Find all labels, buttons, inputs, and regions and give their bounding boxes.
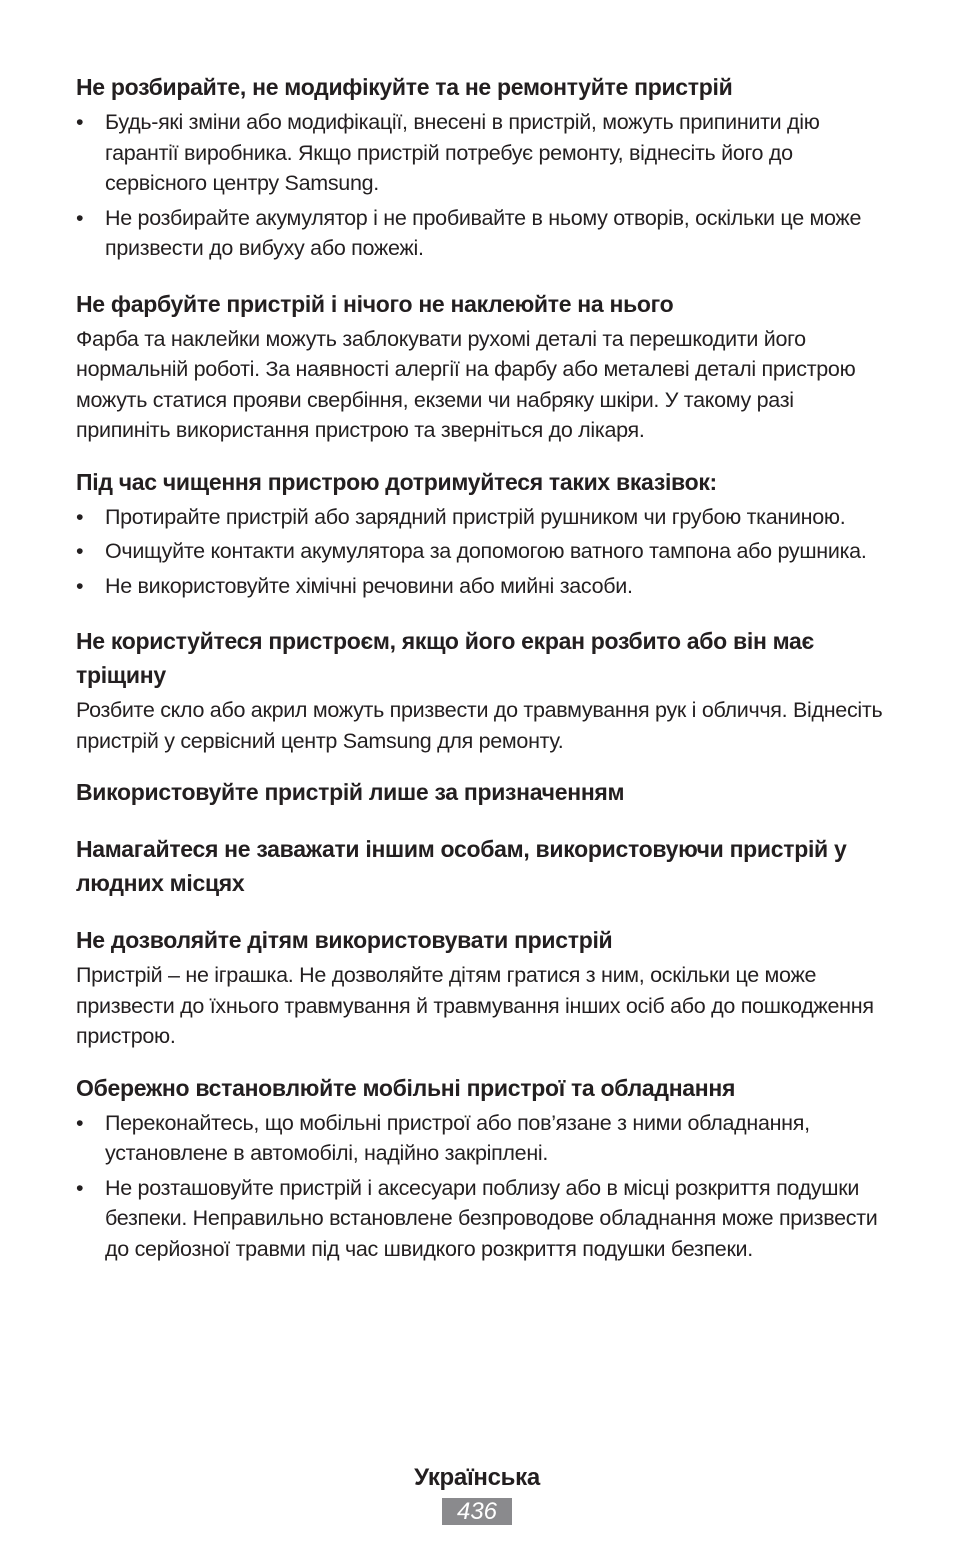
section-cleaning: [76, 465, 886, 602]
section-no-disassemble: [76, 70, 886, 264]
bullet-glyph: •: [76, 1110, 84, 1135]
bullet-item: [76, 536, 886, 567]
section-heading: Намагайтеся не заважати іншим особам, використовуючи пристрій у людних місцях: [76, 836, 847, 896]
bullet-item: [76, 1108, 886, 1169]
bullet-glyph: •: [76, 539, 84, 563]
bullet-text: Не розташовуйте пристрій і аксесуари поблизу або в місці розкриття подушки безпеки. Неправильно встановлене безпроводове обладнання може призвести до серйозної травми під час швидкого розкриття подушки безпеки.: [105, 1175, 878, 1261]
bullet-text: Не використовуйте хімічні речовини або мийні засоби.: [105, 573, 633, 598]
bullet-item: [76, 571, 886, 602]
section-heading: Під час чищення пристрою дотримуйтеся таких вказівок:: [76, 468, 717, 495]
section-children: [76, 923, 886, 1052]
bullet-glyph: •: [76, 110, 84, 134]
page-number: 436: [442, 1498, 512, 1525]
section-broken-screen: [76, 624, 886, 756]
bullet-list: [76, 502, 886, 602]
bullet-list: [76, 107, 886, 264]
bullet-text: Очищуйте контакти акумулятора за допомогою ватного тампона або рушника.: [105, 539, 867, 563]
section-heading: Не користуйтеся пристроєм, якщо його екран розбито або він має тріщину: [76, 628, 814, 688]
page-footer: [0, 1462, 954, 1525]
section-intended-use: [76, 775, 886, 809]
bullet-text: Будь-які зміни або модифікації, внесені в пристрій, можуть припинити дію гарантії виробника. Якщо пристрій потребує ремонту, віднесіть його до сервісного центру Samsung.: [105, 110, 820, 195]
bullet-item: [76, 1173, 886, 1265]
section-body: Фарба та наклейки можуть заблокувати рухомі деталі та перешкодити його нормальній роботі. За наявності алергії на фарбу або металеві деталі пристрою можуть статися прояви свербіння, екземи чи набряку шкіри. У такому разі припиніть використання пристрою та зверніться до лікаря.: [76, 326, 856, 442]
bullet-item: [76, 107, 886, 199]
section-heading: Обережно встановлюйте мобільні пристрої та обладнання: [76, 1074, 736, 1101]
bullet-text: Протирайте пристрій або зарядний пристрій рушником чи грубою тканиною.: [105, 504, 846, 529]
bullet-text: Не розбирайте акумулятор і не пробивайте в ньому отворів, оскільки це може призвести до вибуху або пожежі.: [105, 205, 862, 260]
section-heading: Не розбирайте, не модифікуйте та не ремонтуйте пристрій: [76, 74, 733, 100]
section-no-paint: [76, 287, 886, 446]
bullet-glyph: •: [76, 1175, 84, 1200]
bullet-glyph: •: [76, 573, 84, 598]
section-mobile-equipment: [76, 1071, 886, 1265]
bullet-glyph: •: [76, 205, 84, 230]
footer-language: Українська: [414, 1464, 540, 1491]
section-heading: Використовуйте пристрій лише за призначенням: [76, 779, 625, 805]
bullet-glyph: •: [76, 504, 84, 529]
section-heading: Не дозволяйте дітям використовувати пристрій: [76, 927, 613, 953]
bullet-item: [76, 203, 886, 264]
bullet-list: [76, 1108, 886, 1265]
bullet-item: [76, 502, 886, 533]
section-body: Пристрій – не іграшка. Не дозволяйте дітям гратися з ним, оскільки це може призвести до їхнього травмування й травмування інших осіб або до пошкодження пристрою.: [76, 963, 874, 1048]
section-public-places: [76, 832, 886, 900]
document-content: [76, 70, 886, 1268]
bullet-text: Переконайтесь, що мобільні пристрої або пов’язане з ними обладнання, установлене в автомобілі, надійно закріплені.: [105, 1110, 810, 1165]
section-body: Розбите скло або акрил можуть призвести до травмування рук і обличчя. Віднесіть пристрій у сервісний центр Samsung для ремонту.: [76, 698, 883, 753]
section-heading: Не фарбуйте пристрій і нічого не наклеюйте на нього: [76, 290, 674, 317]
